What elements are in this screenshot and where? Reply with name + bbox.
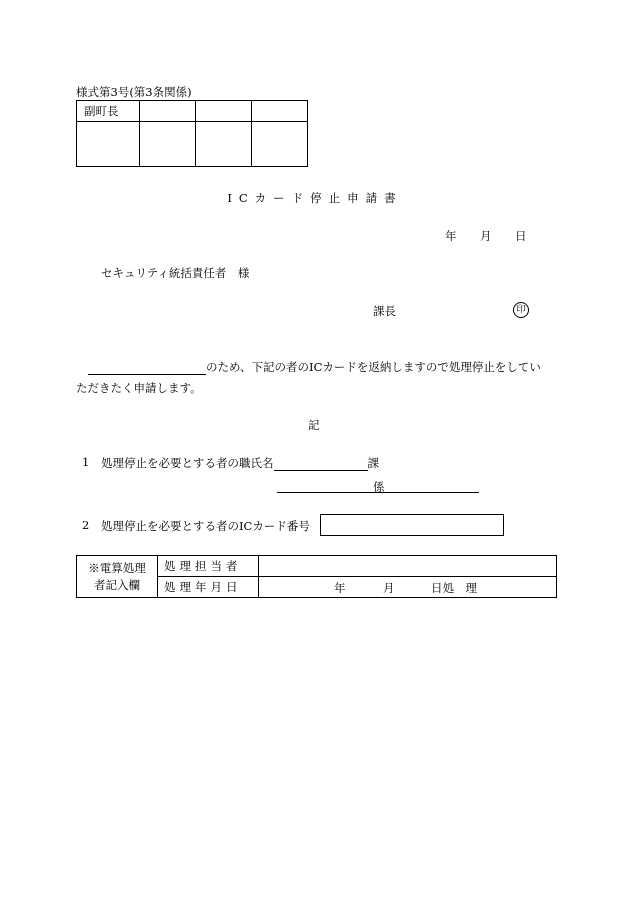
staff-note-line2: 者記入欄 — [94, 577, 140, 592]
addressee: セキュリティ統括責任者 様 — [101, 266, 250, 280]
document-title: ICカード停止申請書 — [227, 191, 403, 205]
staff-row1-label: 処理担当者 — [158, 556, 259, 577]
date-year: 年 — [445, 229, 457, 243]
item1-label: 処理停止を必要とする者の職氏名 — [101, 456, 274, 470]
item1-number: 1 — [82, 455, 90, 469]
staff-row2-value[interactable] — [259, 577, 557, 598]
approval-stamp-table — [76, 100, 308, 167]
approval-stamp-cell — [252, 122, 308, 167]
applicant-title: 課長 — [373, 304, 396, 318]
seal-mark: 印 — [513, 302, 529, 318]
approval-stamp-cell — [77, 122, 140, 167]
staff-row2-month: 月 — [383, 581, 395, 595]
date-day: 日 — [515, 229, 527, 243]
staff-entry-table — [76, 555, 557, 598]
staff-row2-label: 処理年月日 — [158, 577, 259, 598]
card-number-field[interactable] — [320, 514, 504, 536]
item2-label: 処理停止を必要とする者のICカード番号 — [101, 519, 310, 533]
staff-note-line1: ※電算処理 — [88, 560, 146, 575]
approval-stamp-cell — [196, 122, 252, 167]
date-month: 月 — [480, 229, 492, 243]
approval-header-cell — [196, 101, 252, 122]
ki-heading: 記 — [308, 418, 320, 432]
approval-stamp-cell — [140, 122, 196, 167]
staff-row2-year: 年 — [334, 581, 346, 595]
staff-note-cell — [77, 556, 158, 598]
item1-ka-line — [274, 457, 368, 471]
approval-header-cell — [140, 101, 196, 122]
item1-kakari: 係 — [373, 480, 385, 494]
staff-row1-value[interactable] — [259, 556, 557, 577]
approval-header-vice-mayor: 副町長 — [77, 101, 140, 122]
form-number: 様式第3号(第3条関係) — [76, 85, 192, 99]
item1-ka: 課 — [367, 456, 379, 470]
approval-header-cell — [252, 101, 308, 122]
reason-blank-line — [88, 361, 206, 375]
body-text-line2: ただきたく申請します。 — [76, 381, 202, 395]
staff-row2-day-process: 日処 理 — [431, 581, 477, 595]
body-text-line1: のため、下記の者のICカードを返納しますので処理停止をしてい — [206, 360, 541, 374]
item2-number: 2 — [82, 518, 90, 532]
